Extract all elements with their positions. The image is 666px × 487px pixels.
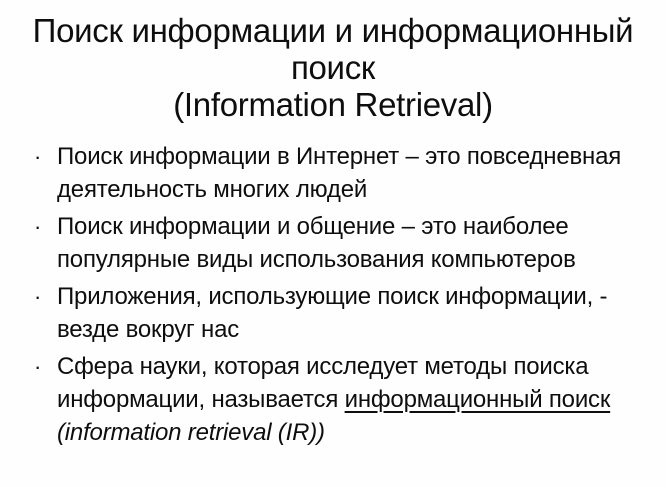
bullet-segment: Сфера науки, которая исследует методы поиска bbox=[57, 353, 589, 380]
bullet-line bbox=[57, 173, 646, 206]
bullet-marker-icon: · bbox=[34, 354, 42, 379]
bullet-item-3 bbox=[34, 280, 646, 346]
bullet-item-4 bbox=[34, 350, 646, 449]
bullet-line bbox=[57, 243, 646, 276]
bullet-text bbox=[57, 210, 646, 276]
bullet-segment: популярные виды использования компьютеров bbox=[57, 246, 576, 273]
bullet-line bbox=[57, 313, 646, 346]
bullet-text bbox=[57, 350, 646, 449]
slide-title bbox=[16, 12, 650, 123]
bullet-marker-icon: · bbox=[34, 144, 42, 169]
bullet-segment: деятельность многих людей bbox=[57, 176, 368, 203]
bullet-line bbox=[57, 383, 646, 416]
bullet-line bbox=[57, 350, 646, 383]
bullet-line bbox=[57, 210, 646, 243]
slide-title-line-2: поиск bbox=[290, 49, 376, 86]
bullet-line bbox=[57, 280, 646, 313]
bullet-text bbox=[57, 140, 646, 206]
slide-title-line-1: Поиск информации и информационный bbox=[32, 12, 634, 49]
bullet-segment: Приложения, использующие поиск информации, - bbox=[57, 283, 608, 310]
bullet-item-1 bbox=[34, 140, 646, 206]
bullet-item-2 bbox=[34, 210, 646, 276]
bullet-line bbox=[57, 416, 646, 449]
bullet-segment: везде вокруг нас bbox=[57, 316, 240, 343]
bullet-segment: информации, называется bbox=[57, 386, 345, 413]
bullet-line bbox=[57, 140, 646, 173]
bullet-segment: Поиск информации в Интернет – это повседневная bbox=[57, 143, 622, 170]
bullet-segment: (information retrieval (IR)) bbox=[57, 419, 325, 446]
bullet-text bbox=[57, 280, 646, 346]
bullet-marker-icon: · bbox=[34, 214, 42, 239]
bullet-segment: информационный поиск bbox=[344, 386, 611, 413]
bullet-list bbox=[34, 140, 646, 449]
slide-title-line-3: (Information Retrieval) bbox=[173, 86, 493, 123]
bullet-segment: Поиск информации и общение – это наиболее bbox=[57, 213, 569, 240]
bullet-marker-icon: · bbox=[34, 284, 42, 309]
